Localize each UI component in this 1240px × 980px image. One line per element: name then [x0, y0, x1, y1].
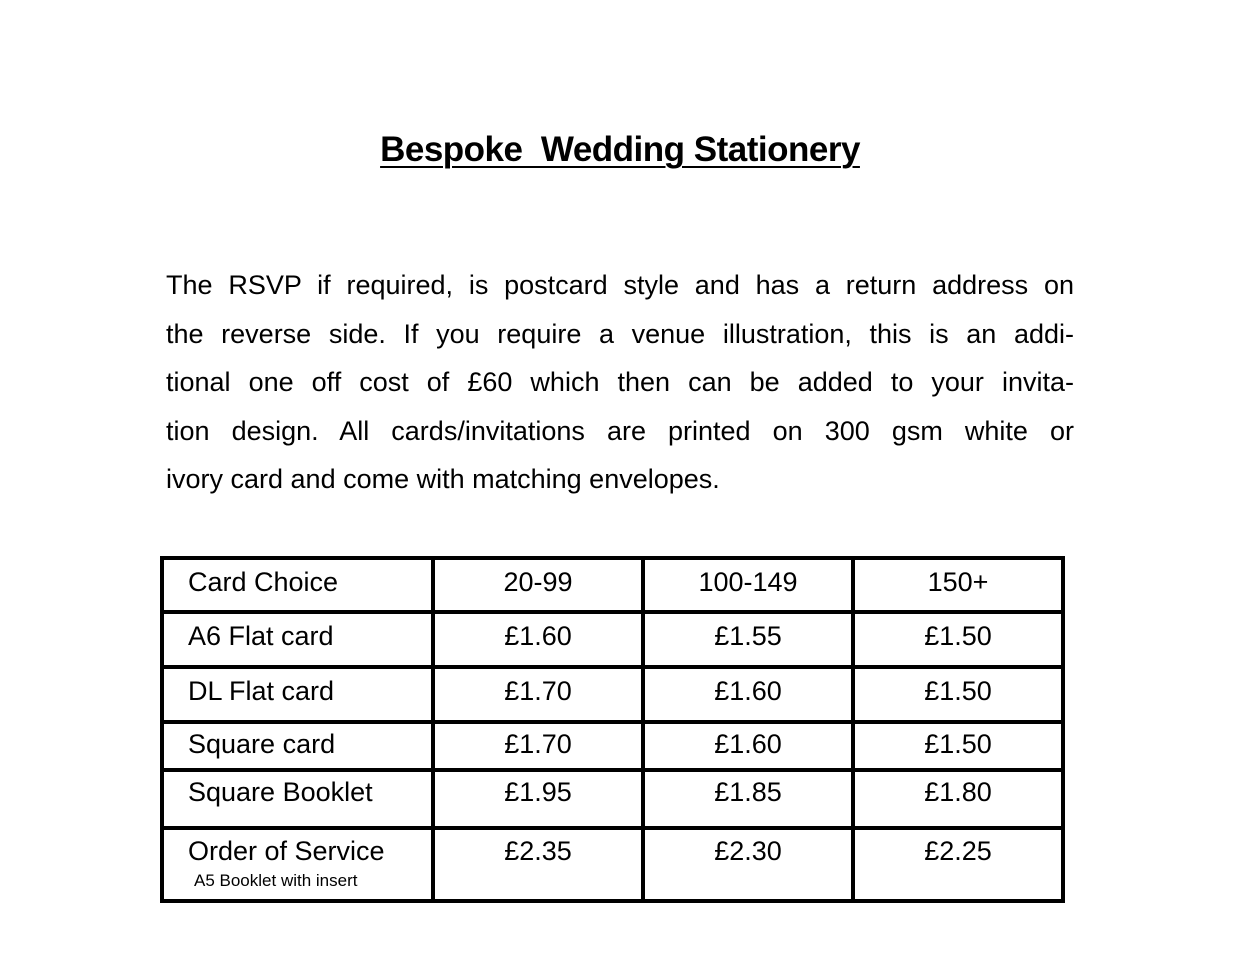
row-label: Square card: [164, 724, 435, 772]
price-cell: £2.25: [924, 836, 992, 866]
header-qty-150-plus: 150+: [855, 560, 1061, 614]
page-title: Bespoke Wedding Stationery: [380, 130, 860, 169]
intro-line: ivory card and come with matching envelopes.: [166, 464, 720, 494]
price-cell: £1.70: [435, 669, 645, 724]
header-qty-100-149: 100-149: [645, 560, 855, 614]
table-row: [164, 772, 1061, 830]
price-cell: £1.50: [855, 724, 1061, 772]
price-cell: £2.30: [645, 830, 855, 899]
row-sublabel: A5 Booklet with insert: [194, 871, 358, 890]
row-label: Order of Service A5 Booklet with insert: [164, 830, 435, 899]
intro-line: tion design. All cards/invitations are printed on 300 gsm white or: [166, 415, 1074, 446]
price-cell: £1.60: [645, 724, 855, 772]
price-cell: £1.50: [855, 614, 1061, 669]
header-qty-20-99: 20-99: [435, 560, 645, 614]
intro-line: tional one off cost of £60 which then can be added to your invita-: [166, 367, 1074, 397]
intro-paragraph: [166, 261, 1074, 504]
intro-line: The RSVP if required, is postcard style and has a return address on: [166, 270, 1074, 300]
intro-line: the reverse side. If you require a venue illustration, this is an addi-: [166, 318, 1074, 349]
price-cell: £1.60: [645, 669, 855, 724]
price-cell: £1.50: [855, 669, 1061, 724]
price-cell: £1.85: [645, 772, 855, 830]
price-cell: £1.95: [435, 772, 645, 830]
price-cell: £1.70: [435, 724, 645, 772]
price-cell: £2.35: [435, 830, 645, 899]
price-cell: £1.60: [435, 614, 645, 669]
table-row: [164, 830, 1061, 899]
price-cell: £1.55: [645, 614, 855, 669]
row-label: DL Flat card: [164, 669, 435, 724]
price-cell: £1.80: [855, 772, 1061, 830]
table-row: [164, 614, 1061, 669]
row-label: Square Booklet: [164, 772, 435, 830]
table-row: [164, 724, 1061, 772]
price-table: [160, 556, 1065, 903]
table-row: [164, 669, 1061, 724]
header-card-choice: Card Choice: [164, 560, 435, 614]
row-label: A6 Flat card: [164, 614, 435, 669]
table-header-row: [164, 560, 1061, 614]
